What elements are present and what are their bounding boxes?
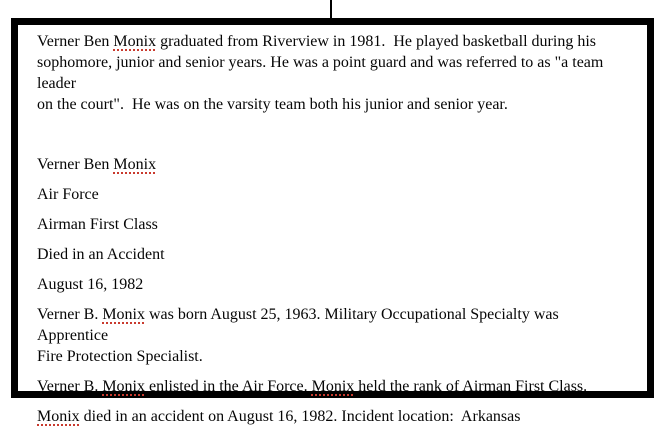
table-column-divider-line [330,0,332,19]
text-line [37,304,631,346]
paragraph [37,154,631,175]
text-line [37,154,631,175]
document-text-area[interactable] [18,25,647,425]
misspelled-word: Monix [113,156,157,173]
text-line [37,274,631,295]
paragraph [37,376,631,397]
misspelled-word: Monix [113,33,157,50]
misspelled-word: Monix [102,306,145,323]
text-line [37,346,631,367]
text-line [37,94,631,115]
paragraph [37,124,631,145]
misspelled-word: Monix [102,378,145,395]
text-line [37,31,631,52]
text-run: Verner B. [37,378,103,395]
text-run: Airman First Class [37,216,158,233]
text-run: enlisted in the Air Force. [144,378,312,395]
text-line [37,184,631,205]
paragraph [37,31,631,115]
text-line [37,406,631,427]
text-run: died in an accident on August 16, 1982. Incident location: Arkansas [79,408,521,425]
text-line [37,52,631,94]
text-run: Verner B. [37,306,103,323]
text-line [37,244,631,265]
misspelled-word: Monix [311,378,355,395]
document-cell-border [11,18,654,425]
text-run: sophomore, junior and senior years. He was a point guard and was referred to as "a team leader [37,54,608,92]
paragraph [37,406,631,427]
text-run: Verner Ben [37,33,114,50]
text-run: was born August 25, 1963. Military Occupational Specialty was Apprentice [37,306,562,344]
paragraph [37,304,631,367]
text-run: graduated from Riverview in 1981. He played basketball during his [156,33,596,50]
paragraph [37,184,631,205]
text-run: August 16, 1982 [37,276,144,293]
text-line [37,376,631,397]
paragraph [37,214,631,235]
misspelled-word: Monix [37,408,80,425]
text-line [37,124,631,145]
text-run: on the court". He was on the varsity team both his junior and senior year. [37,96,508,113]
text-run: Air Force [37,186,99,203]
text-line [37,214,631,235]
paragraph [37,244,631,265]
paragraph [37,274,631,295]
text-run: held the rank of Airman First Class. [354,378,588,395]
text-run: Fire Protection Specialist. [37,348,203,365]
text-run: Died in an Accident [37,246,165,263]
text-run: Verner Ben [37,156,114,173]
